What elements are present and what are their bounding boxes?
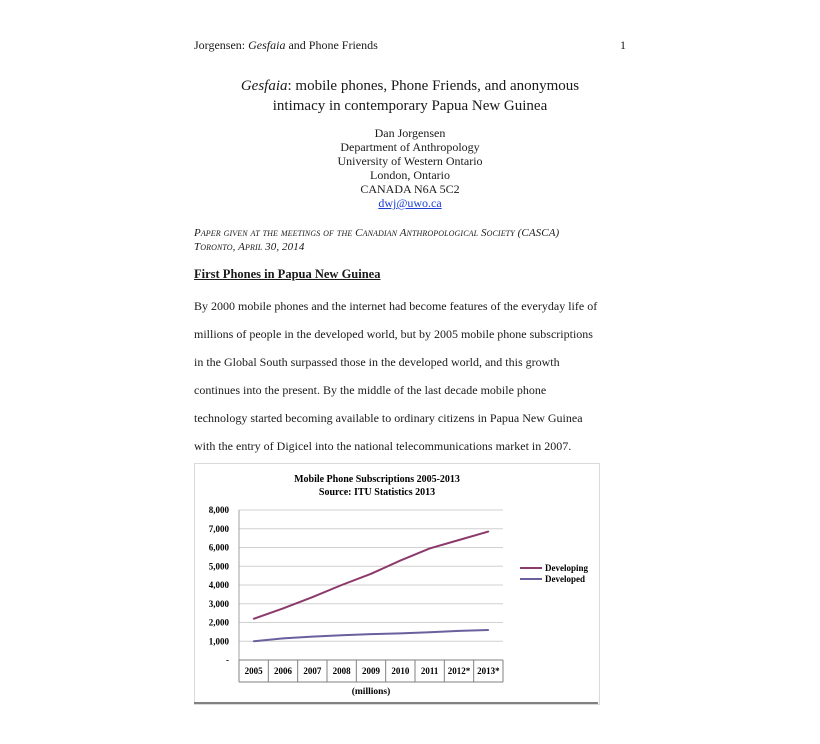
data-point-developing	[341, 584, 343, 586]
y-tick-label: 4,000	[208, 580, 229, 590]
x-tick-label: 2005	[244, 666, 263, 676]
x-tick-label: 2009	[362, 666, 380, 676]
data-point-developed	[429, 631, 431, 633]
data-point-developing	[429, 548, 431, 550]
page-number: 1	[620, 38, 626, 52]
y-tick-label: 2,000	[208, 617, 229, 628]
x-axis-table	[239, 660, 503, 682]
y-tick-label: 1,000	[208, 636, 229, 647]
university: University of Western Ontario	[337, 154, 483, 168]
paragraph-line: continues into the present. By the middle of the last decade mobile phone	[194, 383, 547, 397]
y-tick-label: -	[226, 655, 229, 665]
y-tick-label: 3,000	[208, 598, 229, 609]
legend-label: Developed	[545, 574, 585, 584]
bottom-rule	[194, 702, 598, 704]
paper-note-line2: Toronto, April 30, 2014	[194, 241, 305, 253]
y-tick-label: 7,000	[208, 523, 229, 534]
city: London, Ontario	[370, 168, 450, 182]
paragraph-line: technology started becoming available to ordinary citizens in Papua New Guinea	[194, 411, 583, 425]
paper-title	[194, 76, 626, 116]
legend-label: Developing	[545, 563, 589, 573]
chart-legend	[520, 563, 589, 584]
data-point-developed	[370, 633, 372, 635]
email-link[interactable]: dwj@uwo.ca	[378, 196, 442, 210]
section-heading: First Phones in Papua New Guinea	[194, 267, 381, 281]
running-head-rest: and Phone Friends	[285, 38, 378, 52]
data-point-developed	[282, 638, 284, 640]
paper-note	[194, 226, 626, 254]
chart-subtitle: Source: ITU Statistics 2013	[318, 487, 436, 498]
title-line1: : mobile phones, Phone Friends, and anonymous	[287, 78, 580, 94]
y-tick-label: 8,000	[208, 505, 229, 515]
x-tick-label: 2006	[274, 666, 292, 676]
data-point-developing	[253, 618, 255, 620]
line-chart	[195, 464, 599, 704]
chart-grid	[239, 510, 503, 660]
series-line-developed	[254, 630, 489, 641]
chart-figure	[194, 463, 600, 705]
running-head	[194, 38, 626, 53]
data-point-developed	[311, 636, 313, 638]
data-point-developed	[458, 630, 460, 632]
x-tick-label: 2012*	[447, 666, 471, 676]
running-head-author: Jorgensen:	[194, 38, 249, 52]
x-tick-label: 2008	[332, 666, 351, 676]
data-point-developing	[311, 596, 313, 598]
x-tick-label: 2011	[420, 666, 439, 676]
y-tick-label: 5,000	[208, 561, 229, 572]
y-tick-label: 6,000	[208, 542, 229, 553]
y-axis-ticks	[209, 505, 230, 665]
data-point-developed	[253, 640, 255, 642]
data-point-developing	[282, 608, 284, 610]
paragraph-line: in the Global South surpassed those in the developed world, and this growth	[194, 355, 560, 369]
x-tick-label: 2007	[303, 666, 322, 676]
running-head-italic: Gesfaia	[248, 38, 286, 52]
department: Department of Anthropology	[340, 140, 480, 154]
postal-code: CANADA N6A 5C2	[360, 182, 460, 196]
x-axis-label: (millions)	[351, 687, 391, 697]
data-point-developed	[399, 632, 401, 634]
data-point-developing	[370, 573, 372, 575]
paragraph-line: millions of people in the developed world, but by 2005 mobile phone subscriptions	[194, 327, 593, 341]
title-line2: intimacy in contemporary Papua New Guinea	[272, 98, 548, 114]
x-tick-label: 2013*	[477, 666, 500, 676]
paragraph-line: By 2000 mobile phones and the internet had become features of the everyday life of	[194, 299, 598, 313]
data-point-developing	[458, 539, 460, 541]
paragraph-line: with the entry of Digicel into the national telecommunications market in 2007.	[194, 439, 572, 453]
data-point-developed	[341, 634, 343, 636]
data-point-developing	[399, 560, 401, 562]
author-affiliation	[194, 126, 626, 210]
paper-note-line1: Paper given at the meetings of the Canadian Anthropological Society (CASCA)	[194, 227, 560, 239]
data-point-developing	[487, 531, 489, 533]
series-line-developing	[254, 532, 489, 619]
data-point-developed	[487, 629, 489, 631]
title-italic: Gesfaia	[240, 78, 288, 94]
author-name: Dan Jorgensen	[374, 126, 446, 140]
body-paragraph	[194, 292, 626, 460]
x-tick-label: 2010	[391, 666, 410, 676]
chart-title: Mobile Phone Subscriptions 2005-2013	[294, 474, 460, 485]
